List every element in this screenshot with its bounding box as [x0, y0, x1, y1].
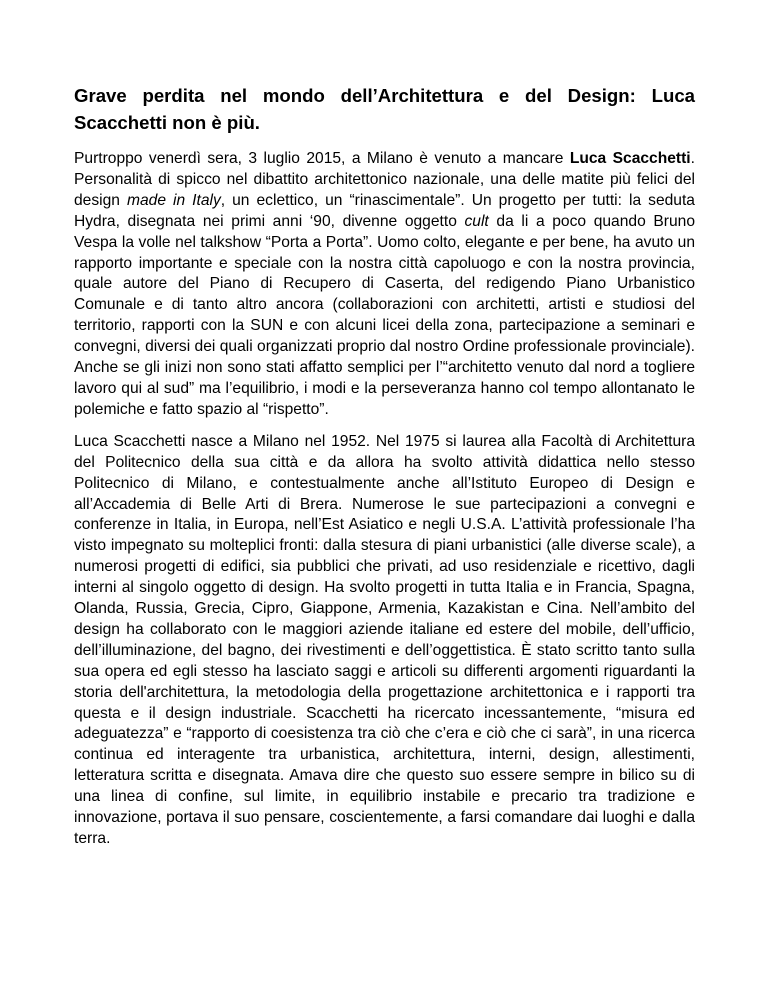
- cult-italic: cult: [464, 212, 489, 230]
- document-page: [74, 82, 695, 861]
- paragraph-1-text-2: . Personalità di spicco nel dibattito architettonico nazionale, una delle matite più felici del design: [74, 150, 695, 209]
- paragraph-1: [74, 149, 695, 421]
- paragraph-1-text-1: Purtroppo venerdì sera, 3 luglio 2015, a Milano è venuto a mancare: [74, 150, 570, 167]
- paragraph-1-text-3: , un eclettico, un “rinascimentale”. Un progetto per tutti: la seduta Hydra, disegnata nei primi anni ‘90, divenne oggetto: [74, 191, 695, 230]
- article-title: Grave perdita nel mondo dell’Architettura e del Design: Luca Scacchetti non è più.: [74, 85, 695, 133]
- made-in-italy-italic: made in Italy: [126, 191, 221, 209]
- person-name-bold: Luca Scacchetti: [569, 150, 691, 167]
- paragraph-1-text-4: da li a poco quando Bruno Vespa la volle nel talkshow “Porta a Porta”. Uomo colto, elegante e per bene, ha avuto un rapporto importante e speciale con la nostra città capoluogo e con la nostra provincia, quale autore del Piano di Recupero di Caserta, del redigendo Piano Urbanistico Comunale e di tanto altro ancora (collaborazioni con architetti, artisti e studiosi del territorio, rapporti con la SUN e con alcuni licei della zona, partecipazione a seminari e convegni, diversi dei quali organizzati proprio dal nostro Ordine professionale provinciale). Anche se gli inizi non sono stati affatto semplici per l’“architetto venuto dal nord a togliere lavoro qui al sud” ma l’equilibrio, i modi e la perseveranza hanno col tempo allontanato le polemiche e fatto spazio al “rispetto”.: [74, 212, 695, 418]
- paragraph-2: Luca Scacchetti nasce a Milano nel 1952. Nel 1975 si laurea alla Facoltà di Architettura del Politecnico della sua città e da allora ha svolto attività didattica nello stesso Politecnico di Milano, e contestualmente anche all’Istituto Europeo di Design e all’Accademia di Belle Arti di Brera. Numerose le sue partecipazioni a convegni e conferenze in Italia, in Europa, nell’Est Asiatico e negli U.S.A. L’attività professionale l’ha visto impegnato su molteplici fronti: dalla stesura di piani urbanistici (alle diverse scale), a numerosi progetti di edifici, sia pubblici che privati, ad uso residenziale e ricettivo, dagli interni al singolo oggetto di design. Ha svolto progetti in tutta Italia e in Francia, Spagna, Olanda, Russia, Grecia, Cipro, Giappone, Armenia, Kazakistan e Cina. Nell’ambito del design ha collaborato con le maggiori aziende italiane ed estere del mobile, dell’ufficio, dell’illuminazione, del bagno, dei rivestimenti e dell’oggettistica. È stato scritto tanto sulla sua opera ed egli stesso ha lasciato saggi e articoli su differenti argomenti riguardanti la storia dell'architettura, la metodologia della progettazione architettonica e i rapporti tra questa e il design industriale. Scacchetti ha ricercato incessantemente, “misura ed adeguatezza” e “rapporto di coesistenza tra ciò che c’era e ciò che ci sarà”, in una ricerca continua ed interagente tra urbanistica, architettura, interni, design, allestimenti, letteratura scritta e disegnata. Amava dire che questo suo essere sempre in bilico su di una linea di confine, sul limite, in equilibrio instabile e precario tra tradizione e innovazione, portava il suo pensare, coscientemente, a farsi comandare dai luoghi e dalla terra.: [74, 432, 695, 847]
